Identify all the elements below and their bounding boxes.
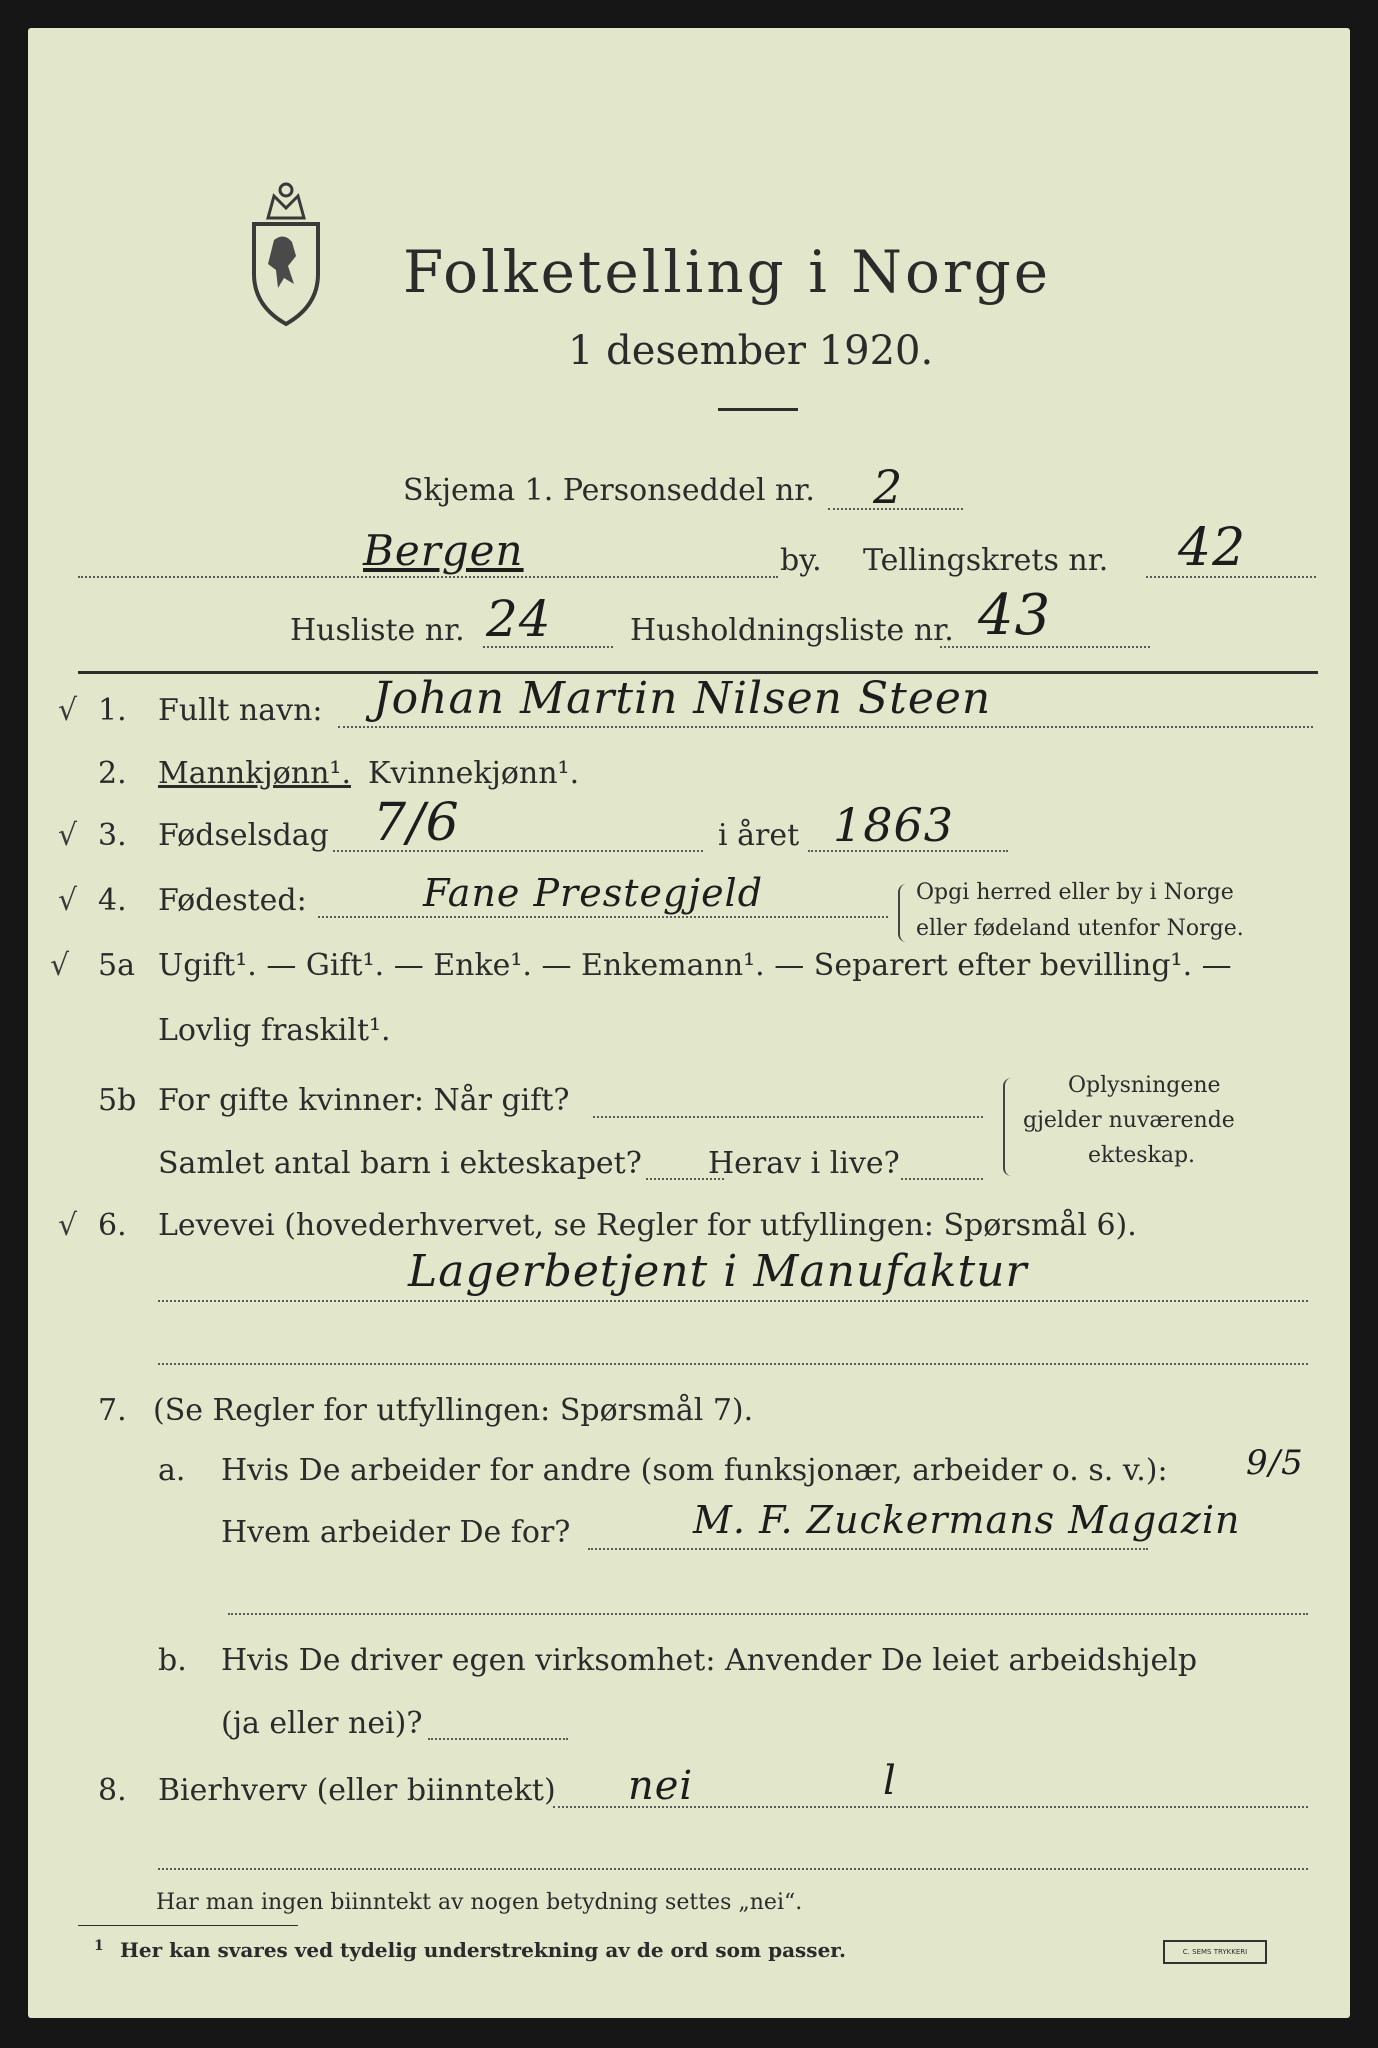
q5b-number: 5b	[98, 1083, 137, 1118]
q2-male-option: Mannkjønn¹.	[158, 756, 351, 791]
q8-value2: l	[883, 1758, 897, 1804]
q3-number: 3.	[98, 818, 127, 853]
footnote-divider	[78, 1925, 298, 1926]
q6-number: 6.	[98, 1208, 127, 1243]
q3-year-label: i året	[718, 818, 800, 853]
city-value: Bergen	[363, 526, 524, 575]
q7a-extra-line	[228, 1613, 1308, 1615]
q3-birthday-value: 7/6	[373, 793, 460, 853]
q5b-note-brace	[1003, 1078, 1015, 1176]
q1-number: 1.	[98, 693, 127, 728]
q5a-options-line2: Lovlig fraskilt¹.	[158, 1013, 391, 1048]
q5b-line2b: Herav i live?	[708, 1146, 900, 1181]
q7b-letter: b.	[158, 1643, 187, 1678]
husliste-value: 24	[486, 590, 552, 648]
q4-birthplace-value: Fane Prestegjeld	[423, 871, 764, 915]
q7-label: (Se Regler for utfyllingen: Spørsmål 7).	[153, 1393, 754, 1428]
q4-number: 4.	[98, 883, 127, 918]
q5b-line2a: Samlet antal barn i ekteskapet?	[158, 1146, 642, 1181]
checkmark-q5a: √	[50, 948, 70, 983]
q8-value: nei	[628, 1763, 694, 1809]
q8-label: Bierhverv (eller biinntekt)	[158, 1773, 556, 1808]
q7a-letter: a.	[158, 1453, 186, 1488]
q6-occupation-value: Lagerbetjent i Manufaktur	[408, 1246, 1028, 1297]
q3-year-value: 1863	[833, 798, 955, 852]
city-field-line	[78, 576, 778, 578]
q4-note-line1: Opgi herred eller by i Norge	[916, 880, 1234, 905]
checkmark-q4: √	[58, 883, 78, 918]
q2-number: 2.	[98, 756, 127, 791]
footnote-text: Her kan svares ved tydelig understrekning av de ord som passer.	[120, 1938, 846, 1962]
q7a-line2: Hvem arbeider De for?	[221, 1515, 571, 1550]
census-form-page	[28, 28, 1350, 2018]
husholdning-label: Husholdningsliste nr.	[630, 613, 954, 648]
q5a-number: 5a	[98, 948, 135, 983]
census-date: 1 desember 1920.	[568, 328, 934, 374]
q6-label: Levevei (hovederhvervet, se Regler for utfyllingen: Spørsmål 6).	[158, 1208, 1137, 1243]
q5b-note-line3: ekteskap.	[1088, 1143, 1196, 1168]
checkmark-q6: √	[58, 1208, 78, 1243]
by-label: by.	[780, 543, 822, 578]
q7a-employer-line	[588, 1548, 1148, 1550]
q5b-note-line2: gjelder nuværende	[1023, 1108, 1235, 1133]
tellingskrets-value: 42	[1178, 518, 1247, 578]
q6-answer-line2	[158, 1363, 1308, 1365]
husholdning-value: 43	[978, 583, 1052, 648]
q4-label: Fødested:	[158, 883, 307, 918]
q5b-note-line1: Oplysningene	[1068, 1073, 1221, 1098]
schema-label: Skjema 1. Personseddel nr.	[403, 473, 815, 508]
q2-female-option: Kvinnekjønn¹.	[368, 756, 580, 791]
checkmark-q1: √	[58, 693, 78, 728]
schema-value: 2	[873, 460, 904, 514]
q5b-alive-line	[901, 1178, 983, 1180]
q6-answer-line1	[158, 1300, 1308, 1302]
coat-of-arms-icon	[236, 178, 336, 328]
title-divider	[718, 408, 798, 411]
q7-number: 7.	[98, 1393, 127, 1428]
q5b-married-line	[593, 1116, 983, 1118]
q1-field-line	[338, 726, 1313, 728]
q7a-line1: Hvis De arbeider for andre (som funksjonær, arbeider o. s. v.):	[221, 1453, 1168, 1488]
q8-number: 8.	[98, 1773, 127, 1808]
printer-stamp: C. SEMS TRYKKERI	[1163, 1940, 1267, 1964]
q8-extra-line	[158, 1868, 1308, 1870]
q4-note-brace	[898, 884, 910, 942]
q5b-line1: For gifte kvinner: Når gift?	[158, 1083, 570, 1118]
q7a-margin-note: 9/5	[1246, 1443, 1304, 1483]
q3-label: Fødselsdag	[158, 818, 329, 853]
q7b-line2: (ja eller nei)?	[221, 1706, 423, 1741]
q5a-options-line1: Ugift¹. — Gift¹. — Enke¹. — Enkemann¹. — Separert efter bevilling¹. —	[158, 948, 1232, 983]
q7a-employer-value: M. F. Zuckermans Magazin	[693, 1498, 1241, 1542]
q7b-line1: Hvis De driver egen virksomhet: Anvender De leiet arbeidshjelp	[221, 1643, 1198, 1678]
checkmark-q3: √	[58, 818, 78, 853]
q1-label: Fullt navn:	[158, 693, 323, 728]
q1-full-name: Johan Martin Nilsen Steen	[373, 673, 992, 724]
form-title: Folketelling i Norge	[403, 238, 1052, 306]
q7b-answer-line	[428, 1738, 568, 1740]
tellingskrets-label: Tellingskrets nr.	[863, 543, 1109, 578]
q4-field-line	[318, 916, 888, 918]
footnote-number: 1	[94, 1938, 104, 1954]
footer-note: Har man ingen biinntekt av nogen betydning settes „nei“.	[156, 1890, 803, 1915]
q4-note-line2: eller fødeland utenfor Norge.	[916, 916, 1244, 941]
husliste-label: Husliste nr.	[290, 613, 465, 648]
